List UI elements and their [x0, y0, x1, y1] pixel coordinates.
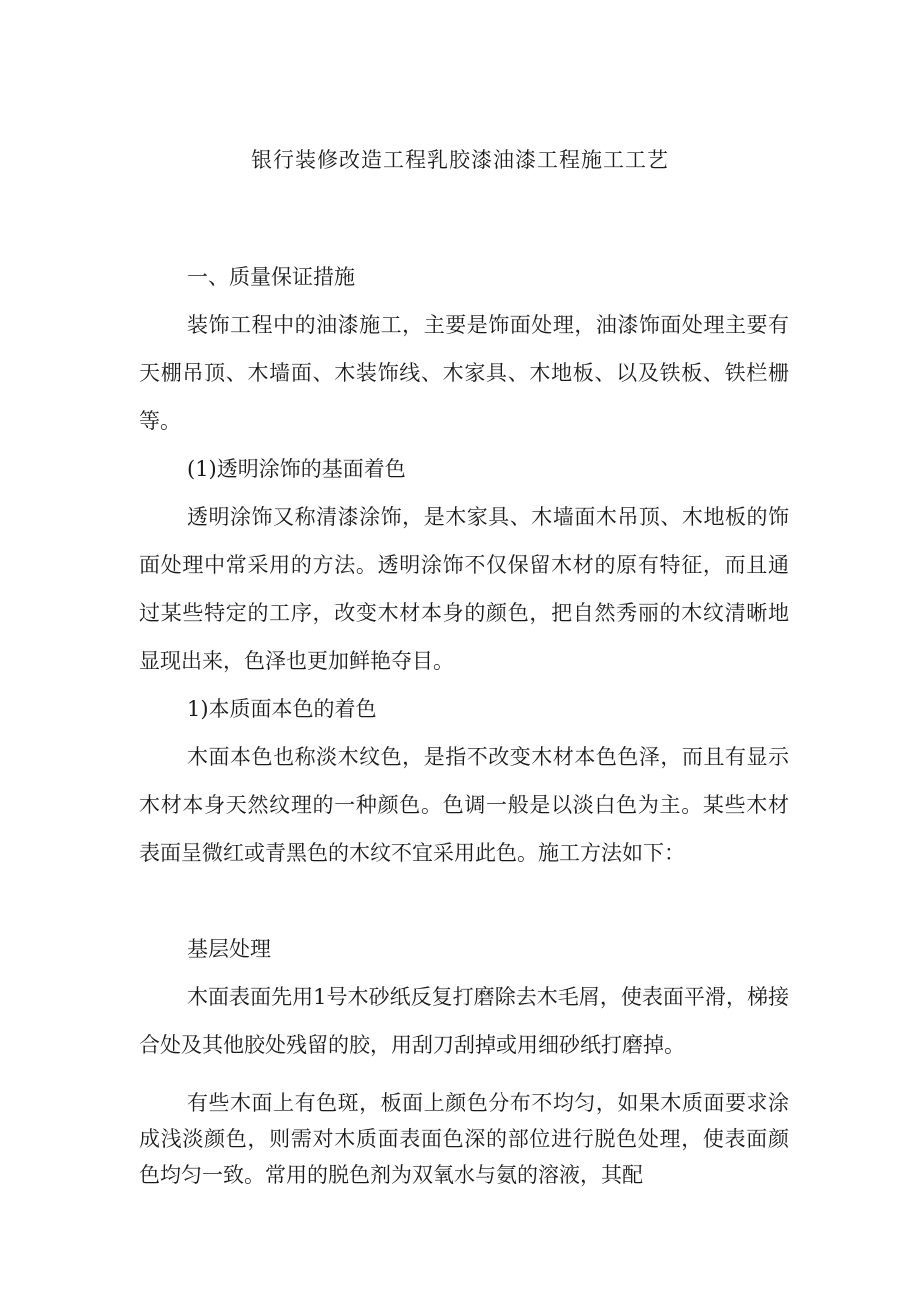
paragraph-transparent-coating: 透明涂饰又称清漆涂饰，是木家具、木墙面木吊顶、木地板的饰面处理中常采用的方法。透明涂饰不仅保留木材的原有特征，而且通过某些特定的工序，改变木材本身的颜色，把自然秀丽的木纹清晰地显现出来，色泽也更加鲜艳夺目。: [139, 505, 789, 673]
paragraph-painting-overview: 装饰工程中的油漆施工，主要是饰面处理，油漆饰面处理主要有天棚吊顶、木墙面、木装饰线、木家具、木地板、以及铁板、铁栏栅等。: [139, 313, 789, 433]
section-heading-quality: 一、质量保证措施: [187, 265, 355, 289]
paragraph-natural-color: 木面本色也称淡木纹色，是指不改变木材本色色泽，而且有显示木材本身天然纹理的一种颜色。色调一般是以淡白色为主。某些木材表面呈微红或青黑色的木纹不宜采用此色。施工方法如下：: [139, 745, 789, 865]
paragraph-sanding: 木面表面先用1号木砂纸反复打磨除去木毛屑，使表面平滑，梯接合处及其他胶处残留的胶，用刮刀刮掉或用细砂纸打磨掉。: [139, 985, 789, 1057]
subheading-base-treatment: 基层处理: [187, 937, 271, 961]
subheading-natural-color: 1)本质面本色的着色: [187, 697, 377, 721]
paragraph-bleaching: 有些木面上有色斑，板面上颜色分布不均匀，如果木质面要求涂成浅淡颜色，则需对木质面表面色深的部位进行脱色处理，使表面颜色均匀一致。常用的脱色剂为双氧水与氨的溶液，其配: [139, 1091, 789, 1187]
subheading-transparent-coating: (1)透明涂饰的基面着色: [187, 457, 406, 481]
document-title: 银行装修改造工程乳胶漆油漆工程施工工艺: [251, 148, 669, 172]
